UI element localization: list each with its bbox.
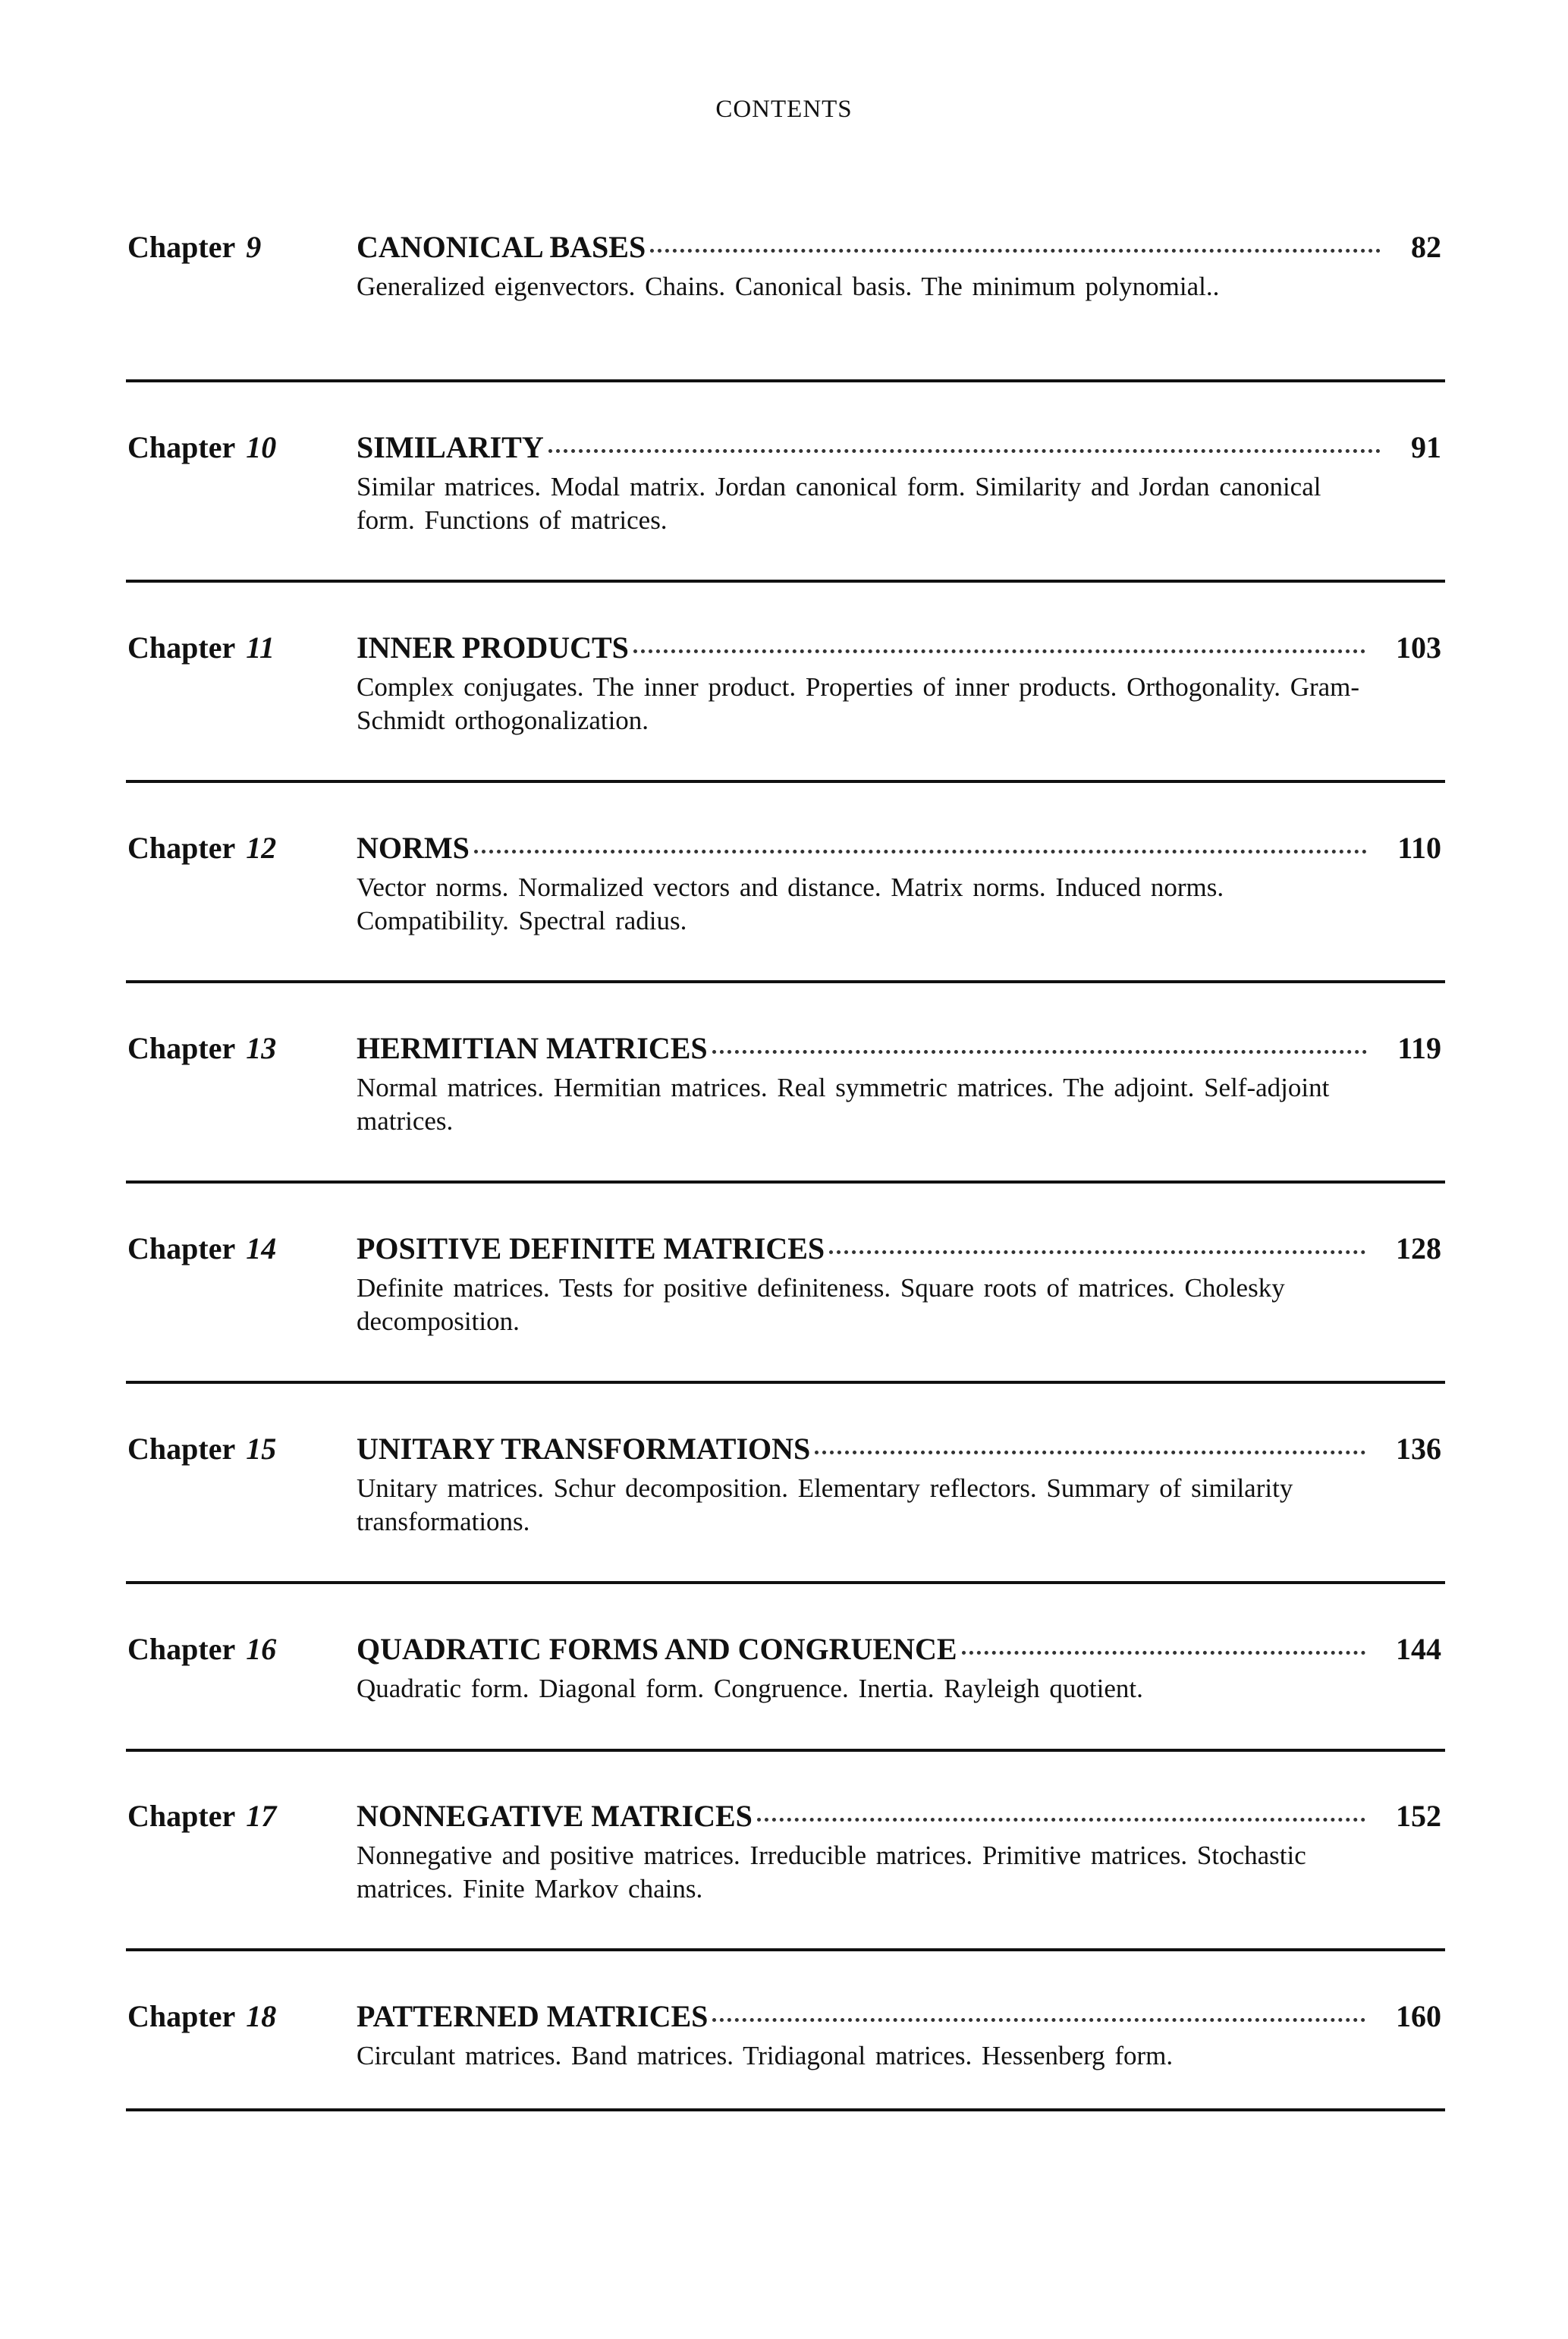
chapter-number: 14	[246, 1231, 277, 1265]
dot-leader	[815, 1451, 1365, 1454]
chapter-label	[127, 1998, 276, 2034]
toc-entry	[121, 630, 1445, 804]
chapter-description: Quadratic form. Diagonal form. Congruence. Inertia. Rayleigh quotient.	[357, 1674, 1143, 1703]
page-number: 110	[1397, 831, 1441, 865]
chapter-title-line	[357, 229, 1441, 265]
toc-entry	[121, 429, 1445, 604]
page-number: 160	[1396, 1999, 1441, 2033]
chapter-title: PATTERNED MATRICES	[357, 1999, 709, 2033]
chapter-title: NONNEGATIVE MATRICES	[357, 1799, 753, 1833]
page-number: 128	[1396, 1231, 1441, 1265]
divider-rule	[126, 2108, 1445, 2111]
page-title: CONTENTS	[715, 96, 853, 123]
toc-entry	[121, 1631, 1445, 1806]
chapter-word: Chapter	[127, 430, 236, 464]
chapter-word: Chapter	[127, 630, 236, 665]
toc-entry	[121, 1798, 1445, 1973]
chapter-number: 11	[246, 630, 275, 665]
dot-leader	[650, 249, 1381, 253]
toc-entry	[121, 830, 1445, 1004]
chapter-label	[127, 830, 276, 866]
divider-rule	[126, 1948, 1445, 1951]
chapter-word: Chapter	[127, 1632, 236, 1666]
chapter-number: 15	[246, 1432, 277, 1466]
chapter-title: CANONICAL BASES	[357, 230, 646, 264]
chapter-title-line	[357, 1998, 1441, 2034]
chapter-word: Chapter	[127, 831, 236, 865]
chapter-label	[127, 229, 261, 265]
dot-leader	[757, 1818, 1365, 1822]
chapter-word: Chapter	[127, 230, 236, 264]
divider-rule	[126, 1381, 1445, 1384]
divider-rule	[126, 580, 1445, 583]
chapter-number: 18	[246, 1999, 277, 2033]
dot-leader	[712, 1050, 1368, 1054]
chapter-word: Chapter	[127, 1231, 236, 1265]
chapter-label	[127, 1798, 276, 1834]
divider-rule	[126, 379, 1445, 382]
chapter-description: Definite matrices. Tests for positive definiteness. Square roots of matrices. Cholesky decomposition.	[357, 1273, 1285, 1336]
chapter-label	[127, 630, 275, 665]
chapter-number: 12	[246, 831, 277, 865]
page-number: 119	[1397, 1031, 1441, 1065]
chapter-label	[127, 1631, 276, 1667]
chapter-number: 10	[246, 430, 277, 464]
chapter-number: 13	[246, 1031, 277, 1065]
chapter-description: Nonnegative and positive matrices. Irreducible matrices. Primitive matrices. Stochastic matrices. Finite Markov chains.	[357, 1841, 1306, 1904]
divider-rule	[126, 980, 1445, 983]
dot-leader	[474, 850, 1367, 854]
chapter-label	[127, 429, 276, 465]
chapter-word: Chapter	[127, 1031, 236, 1065]
page-number: 144	[1396, 1632, 1441, 1666]
chapter-word: Chapter	[127, 1999, 236, 2033]
chapter-title: QUADRATIC FORMS AND CONGRUENCE	[357, 1632, 957, 1666]
toc-entry	[121, 1231, 1445, 1405]
chapter-description: Vector norms. Normalized vectors and distance. Matrix norms. Induced norms. Compatibility. Spectral radius.	[357, 872, 1224, 935]
chapter-label	[127, 1431, 276, 1467]
chapter-word: Chapter	[127, 1432, 236, 1466]
chapter-title: HERMITIAN MATRICES	[357, 1031, 708, 1065]
chapter-title: SIMILARITY	[357, 430, 544, 464]
page-number: 103	[1396, 630, 1441, 665]
chapter-description: Unitary matrices. Schur decomposition. Elementary reflectors. Summary of similarity transformations.	[357, 1473, 1293, 1536]
chapter-title: UNITARY TRANSFORMATIONS	[357, 1432, 811, 1466]
chapter-title-line	[357, 1798, 1441, 1834]
toc-entry	[121, 229, 1445, 404]
divider-rule	[126, 780, 1445, 783]
toc-entry	[121, 1431, 1445, 1605]
chapter-title-line	[357, 1631, 1441, 1667]
dot-leader	[962, 1651, 1365, 1655]
dot-leader	[633, 649, 1365, 653]
chapter-number: 17	[246, 1799, 277, 1833]
divider-rule	[126, 1181, 1445, 1184]
chapter-title: NORMS	[357, 831, 470, 865]
chapter-title-line	[357, 1231, 1441, 1266]
chapter-description: Similar matrices. Modal matrix. Jordan canonical form. Similarity and Jordan canonical form. Functions of matrices.	[357, 472, 1321, 535]
chapter-description: Generalized eigenvectors. Chains. Canonical basis. The minimum polynomial..	[357, 272, 1220, 301]
toc-entry	[121, 1998, 1445, 2173]
dot-leader	[548, 449, 1381, 453]
page-number: 152	[1396, 1799, 1441, 1833]
page-number: 91	[1411, 430, 1441, 464]
chapter-description: Circulant matrices. Band matrices. Tridiagonal matrices. Hessenberg form.	[357, 2041, 1174, 2070]
divider-rule	[126, 1749, 1445, 1752]
dot-leader	[712, 2018, 1365, 2022]
chapter-label	[127, 1030, 276, 1066]
chapter-label	[127, 1231, 276, 1266]
chapter-title-line	[357, 830, 1441, 866]
chapter-title: INNER PRODUCTS	[357, 630, 629, 665]
chapter-number: 9	[246, 230, 262, 264]
chapter-title-line	[357, 1431, 1441, 1467]
page-number: 82	[1411, 230, 1441, 264]
page-number: 136	[1396, 1432, 1441, 1466]
divider-rule	[126, 1581, 1445, 1584]
chapter-title-line	[357, 1030, 1441, 1066]
chapter-word: Chapter	[127, 1799, 236, 1833]
chapter-title-line	[357, 429, 1441, 465]
dot-leader	[829, 1250, 1365, 1254]
chapter-description: Complex conjugates. The inner product. Properties of inner products. Orthogonality. Gram-Schmidt orthogonalization.	[357, 672, 1360, 735]
toc-entry	[121, 1030, 1445, 1205]
chapter-title: POSITIVE DEFINITE MATRICES	[357, 1231, 825, 1265]
chapter-title-line	[357, 630, 1441, 665]
chapter-description: Normal matrices. Hermitian matrices. Real symmetric matrices. The adjoint. Self-adjoint matrices.	[357, 1073, 1330, 1136]
chapter-number: 16	[246, 1632, 277, 1666]
